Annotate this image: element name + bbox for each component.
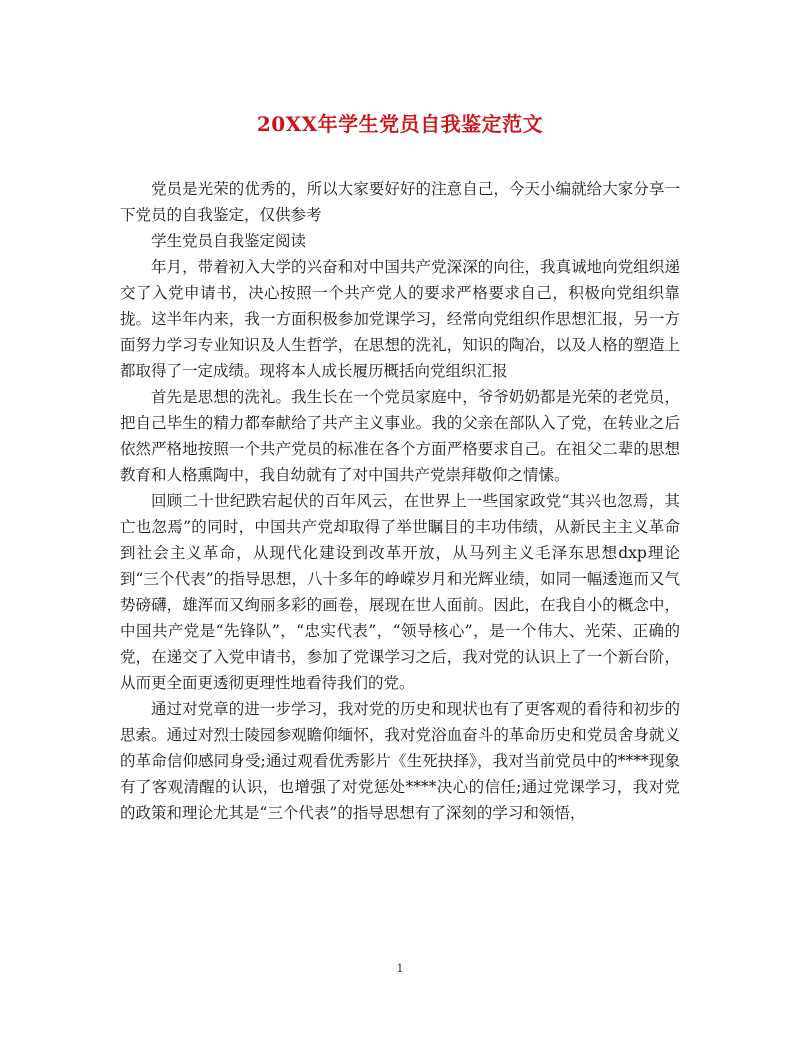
document-body — [120, 176, 680, 826]
page-number: 1 — [396, 962, 404, 975]
paragraph-intro: 党员是光荣的优秀的，所以大家要好好的注意自己，今天小编就给大家分享一下党员的自我鉴定，仅供参考 — [120, 180, 680, 224]
paragraph-study: 通过对党章的进一步学习，我对党的历史和现状也有了更客观的看待和初步的思索。通过对烈士陵园参观瞻仰缅怀，我对党浴血奋斗的革命历史和党员舍身就义的革命信仰感同身受;通过观看优秀影片《生死抉择》，我对当前党员中的****现象有了客观清醒的认识，也增强了对党惩处****决心的信任;通过党课学习，我对党的政策和理论尤其是“三个代表”的指导思想有了深刻的学习和领悟， — [120, 700, 680, 822]
paragraph-application: 年月，带着初入大学的兴奋和对中国共产党深深的向往，我真诚地向党组织递交了入党申请书，决心按照一个共产党人的要求严格要求自己，积极向党组织靠拢。这半年内来，我一方面积极参加党课学习，经常向党组织作思想汇报，另一方面努力学习专业知识及人生哲学，在思想的洗礼，知识的陶冶，以及人格的塑造上都取得了一定成绩。现将本人成长履历概括向党组织汇报 — [120, 258, 680, 380]
paragraph-history: 回顾二十世纪跌宕起伏的百年风云，在世界上一些国家政党“其兴也忽焉，其亡也忽焉”的同时，中国共产党却取得了举世瞩目的丰功伟绩，从新民主主义革命到社会主义革命，从现代化建设到改革开放，从马列主义毛泽东思想dxp理论到“三个代表”的指导思想，八十多年的峥嵘岁月和光辉业绩，如同一幅逶迤而又气势磅礴，雄浑而又绚丽多彩的画卷，展现在世人面前。因此，在我自小的概念中，中国共产党是“先锋队”，“忠实代表”，“领导核心”，是一个伟大、光荣、正确的党，在递交了入党申请书，参加了党课学习之后，我对党的认识上了一个新台阶，从而更全面更透彻更理性地看待我们的党。 — [120, 492, 680, 692]
paragraph-thought: 首先是思想的洗礼。我生长在一个党员家庭中，爷爷奶奶都是光荣的老党员，把自己毕生的精力都奉献给了共产主义事业。我的父亲在部队入了党，在转业之后依然严格地按照一个共产党员的标准在各个方面严格要求自己。在祖父二辈的思想教育和人格熏陶中，我自幼就有了对中国共产党崇拜敬仰之情愫。 — [120, 388, 680, 484]
paragraph-subheading: 学生党员自我鉴定阅读 — [151, 232, 307, 250]
document-title: 20XX年学生党员自我鉴定范文 — [256, 112, 544, 136]
